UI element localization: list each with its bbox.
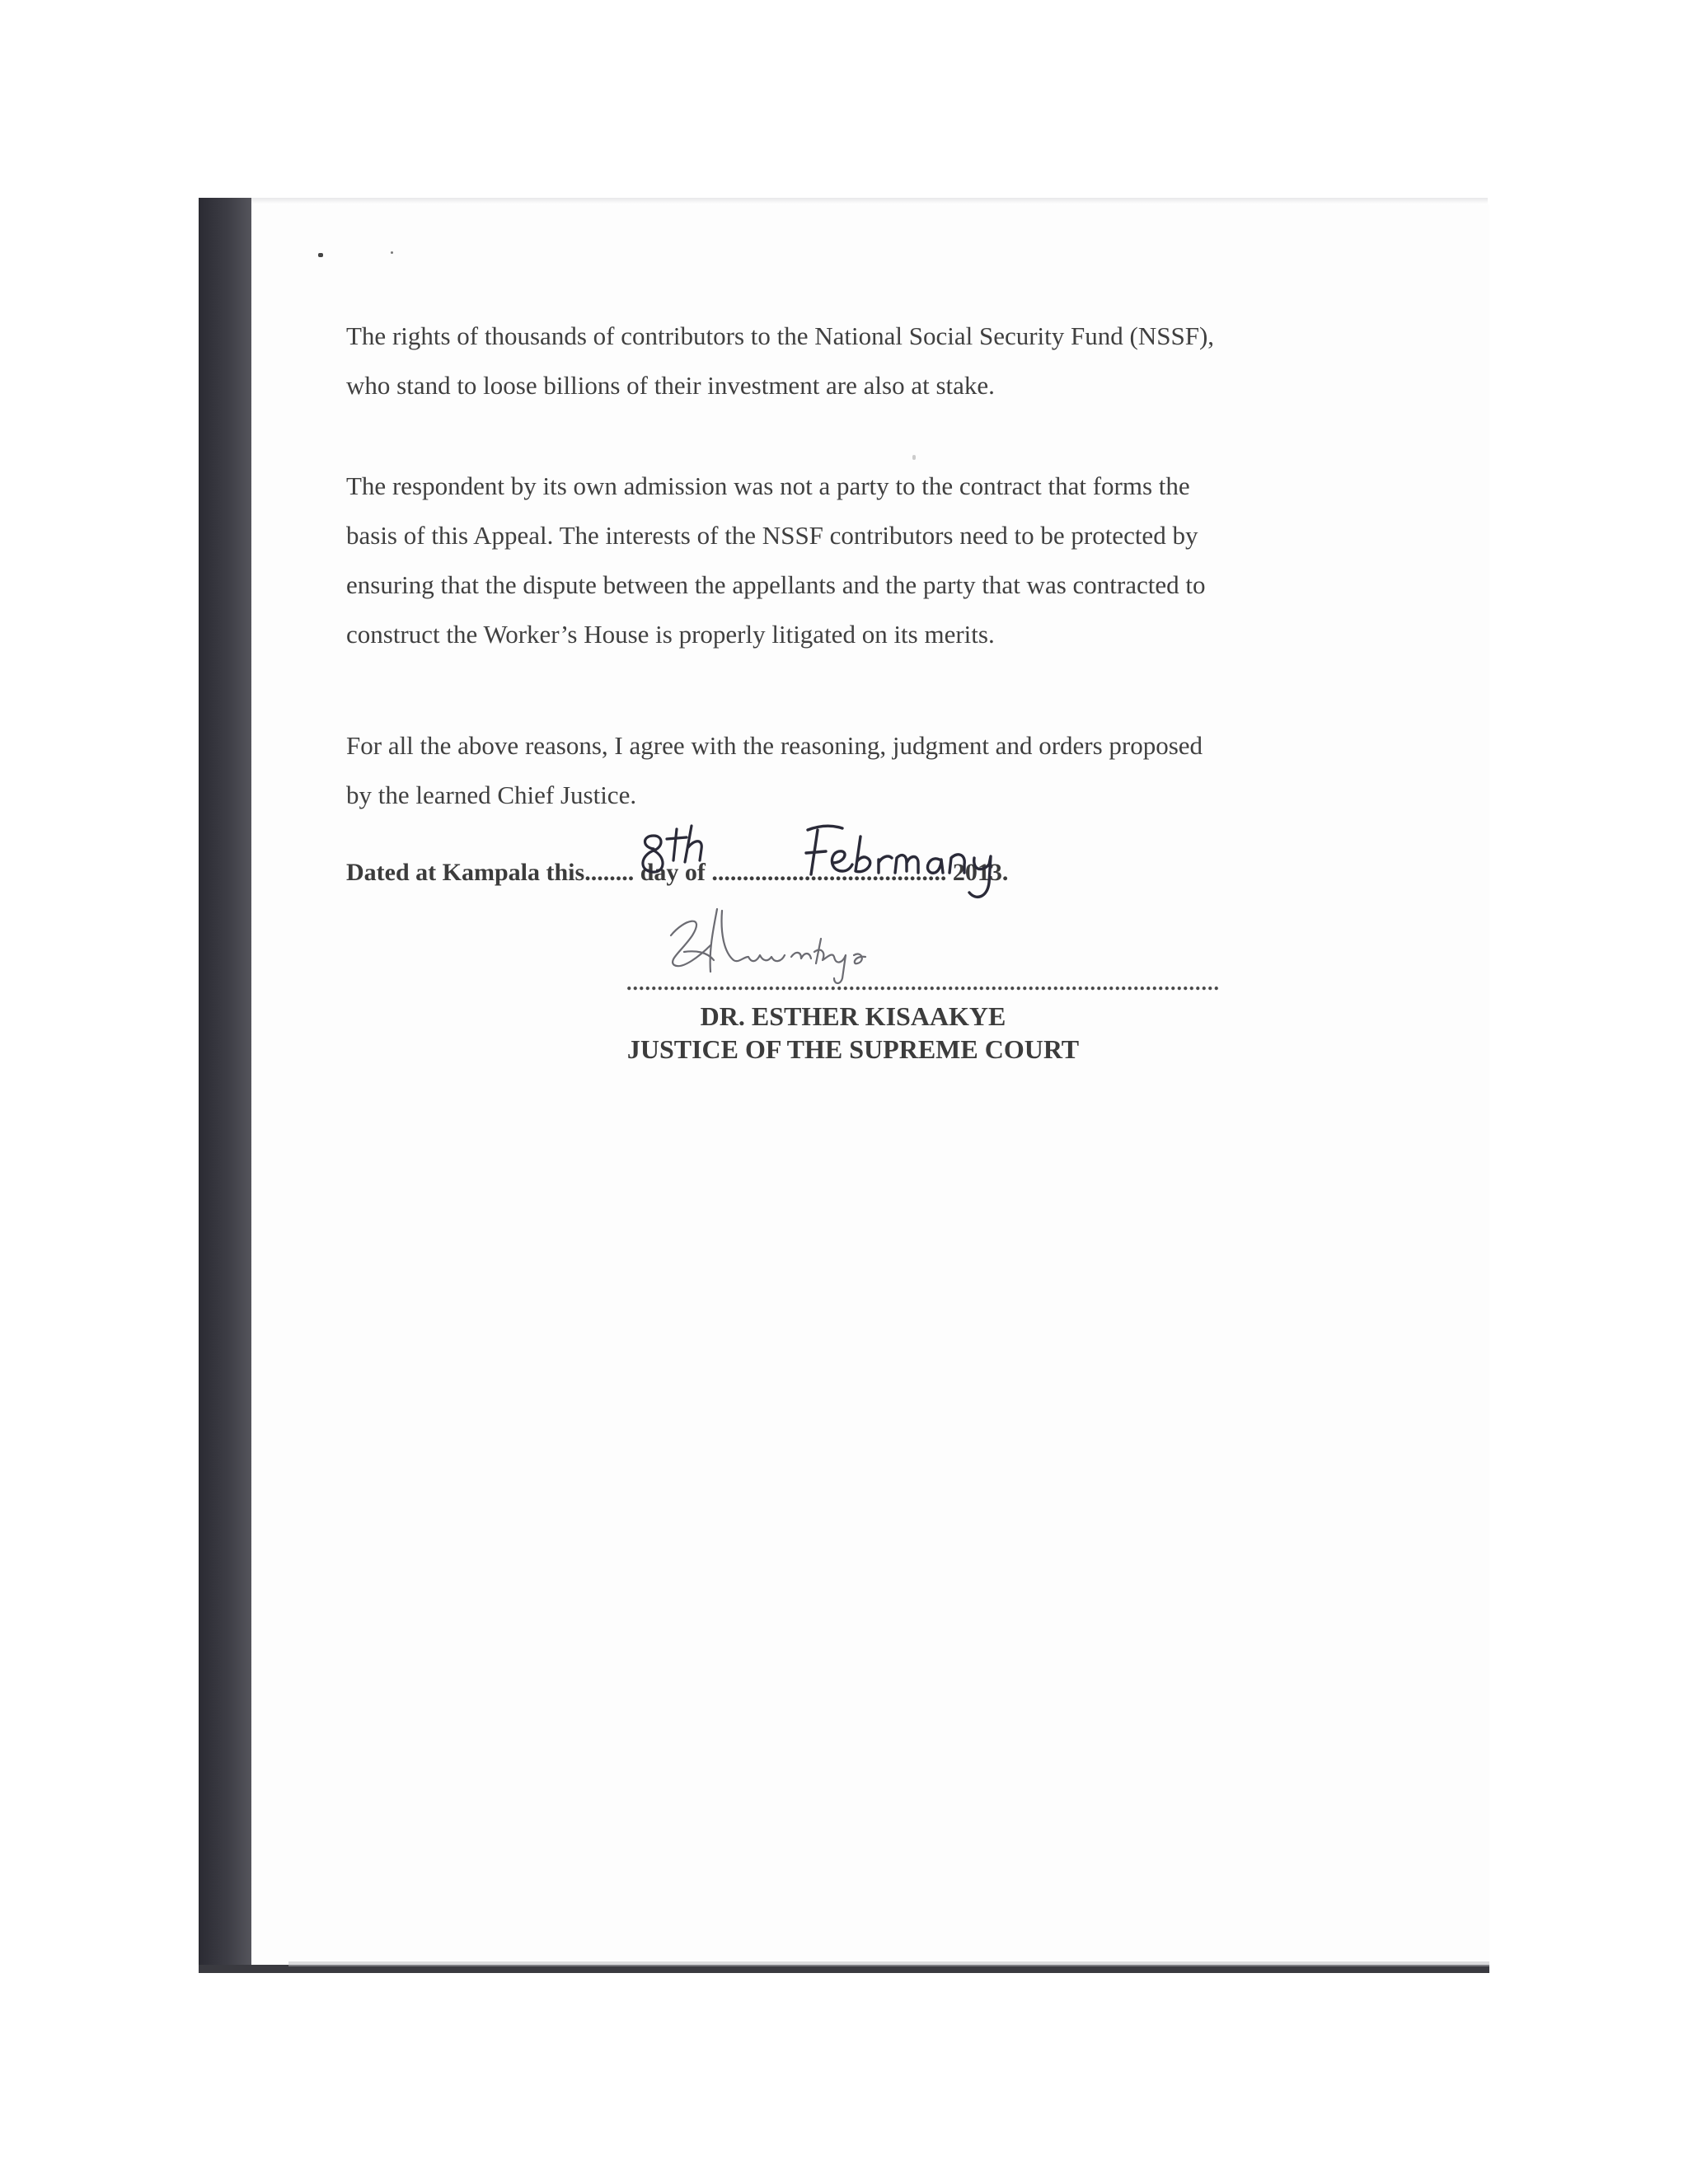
paragraph-respondent-admission (346, 462, 1376, 659)
text-line: The rights of thousands of contributors to the National Social Security Fund (NSSF), (346, 321, 1215, 350)
text-line: who stand to loose billions of their investment are also at stake. (346, 371, 995, 400)
signatory-name: DR. ESTHER KISAAKYE (700, 1001, 1006, 1031)
text-line: ensuring that the dispute between the appellants and the party that was contracted to (346, 570, 1206, 599)
signatory-title: JUSTICE OF THE SUPREME COURT (626, 1034, 1080, 1064)
paragraph-nssf-contributors (346, 312, 1376, 410)
signature-line: ................................................................................................ (626, 971, 1220, 995)
scan-top-shadow (251, 198, 1488, 204)
handwritten-day (631, 824, 721, 882)
month-blank: ...................................... (711, 859, 947, 886)
day-blank: ........ (584, 859, 635, 886)
text-line: by the learned Chief Justice. (346, 780, 637, 809)
scan-speck (391, 251, 393, 254)
scan-bottom-shadow (288, 1961, 1489, 1966)
text-line: basis of this Appeal. The interests of the NSSF contributors need to be protected by (346, 521, 1198, 550)
paragraph-conclusion (346, 721, 1376, 820)
handwritten-month (799, 820, 1022, 911)
dated-middle: day of (634, 859, 712, 886)
text-line: construct the Worker’s House is properly litigated on its merits. (346, 620, 995, 649)
dated-year: 2013. (946, 859, 1009, 886)
scan-speck (318, 253, 323, 257)
text-line: For all the above reasons, I agree with the reasoning, judgment and orders proposed (346, 731, 1203, 760)
text-line: The respondent by its own admission was not a party to the contract that forms the (346, 471, 1190, 500)
dated-prefix: Dated at Kampala this (346, 859, 585, 886)
scan-speck (912, 455, 916, 460)
scan-left-edge (199, 198, 251, 1973)
